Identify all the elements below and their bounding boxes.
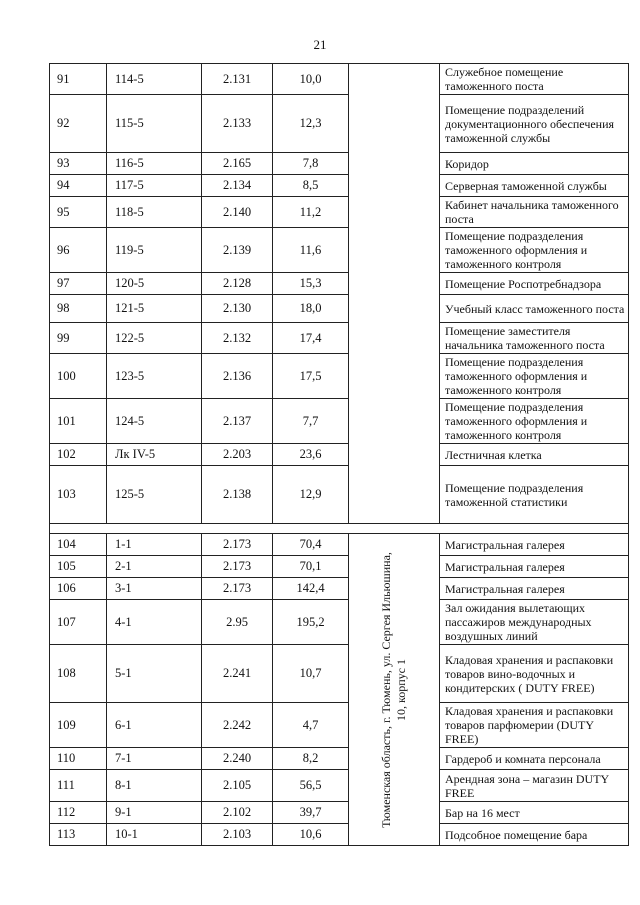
table-row <box>50 466 629 524</box>
room-code: 2.132 <box>202 323 273 354</box>
address-cell-empty <box>349 64 440 524</box>
table-row <box>50 399 629 444</box>
row-number: 97 <box>50 273 107 295</box>
table-row <box>50 295 629 323</box>
room-id: 120-5 <box>107 273 202 295</box>
room-description: Магистральная галерея <box>440 534 629 556</box>
room-area: 12,9 <box>273 466 349 524</box>
table-row <box>50 228 629 273</box>
room-id: 121-5 <box>107 295 202 323</box>
room-id: 8-1 <box>107 770 202 802</box>
room-area: 17,4 <box>273 323 349 354</box>
room-area: 142,4 <box>273 578 349 600</box>
room-code: 2.137 <box>202 399 273 444</box>
room-id: 7-1 <box>107 748 202 770</box>
row-number: 91 <box>50 64 107 95</box>
room-id: 115-5 <box>107 95 202 153</box>
row-number: 102 <box>50 444 107 466</box>
table-row <box>50 645 629 703</box>
row-number: 101 <box>50 399 107 444</box>
address-text: Тюменская область, г. Тюмень, ул. Сергея Ильюшина, 10, корпус 1 <box>379 551 408 828</box>
room-id: 117-5 <box>107 175 202 197</box>
room-id: 116-5 <box>107 153 202 175</box>
page-number: 21 <box>313 37 327 52</box>
row-number: 96 <box>50 228 107 273</box>
room-area: 7,7 <box>273 399 349 444</box>
room-description: Помещение подразделений документационного обеспечения таможенной службы <box>440 95 629 153</box>
room-description: Кладовая хранения и распаковки товаров парфюмерии (DUTY FREE) <box>440 703 629 748</box>
room-code: 2.165 <box>202 153 273 175</box>
row-number: 106 <box>50 578 107 600</box>
table-row <box>50 354 629 399</box>
room-area: 17,5 <box>273 354 349 399</box>
room-description: Служебное помещение таможенного поста <box>440 64 629 95</box>
room-id: 3-1 <box>107 578 202 600</box>
room-description: Магистральная галерея <box>440 578 629 600</box>
room-code: 2.138 <box>202 466 273 524</box>
room-id: 2-1 <box>107 556 202 578</box>
table-row <box>50 802 629 824</box>
room-code: 2.242 <box>202 703 273 748</box>
room-area: 15,3 <box>273 273 349 295</box>
row-number: 100 <box>50 354 107 399</box>
room-description: Коридор <box>440 153 629 175</box>
room-code: 2.134 <box>202 175 273 197</box>
table-row <box>50 534 629 556</box>
room-description: Помещение Роспотребнадзора <box>440 273 629 295</box>
table-row <box>50 153 629 175</box>
room-id: 5-1 <box>107 645 202 703</box>
room-area: 8,5 <box>273 175 349 197</box>
room-id: 6-1 <box>107 703 202 748</box>
room-code: 2.102 <box>202 802 273 824</box>
room-area: 10,7 <box>273 645 349 703</box>
room-description: Помещение подразделения таможенного оформления и таможенного контроля <box>440 228 629 273</box>
room-id: 4-1 <box>107 600 202 645</box>
table-row <box>50 556 629 578</box>
row-number: 95 <box>50 197 107 228</box>
row-number: 98 <box>50 295 107 323</box>
room-code: 2.105 <box>202 770 273 802</box>
row-number: 111 <box>50 770 107 802</box>
table-row <box>50 770 629 802</box>
row-number: 109 <box>50 703 107 748</box>
room-area: 195,2 <box>273 600 349 645</box>
room-code: 2.128 <box>202 273 273 295</box>
address-cell <box>349 534 440 846</box>
table-row <box>50 703 629 748</box>
table-row <box>50 95 629 153</box>
room-code: 2.240 <box>202 748 273 770</box>
room-area: 18,0 <box>273 295 349 323</box>
room-area: 56,5 <box>273 770 349 802</box>
room-id: 122-5 <box>107 323 202 354</box>
row-number: 113 <box>50 824 107 846</box>
room-area: 12,3 <box>273 95 349 153</box>
room-code: 2.203 <box>202 444 273 466</box>
room-description: Гардероб и комната персонала <box>440 748 629 770</box>
room-area: 11,6 <box>273 228 349 273</box>
room-description: Лестничная клетка <box>440 444 629 466</box>
table-row <box>50 748 629 770</box>
room-area: 11,2 <box>273 197 349 228</box>
table-row <box>50 323 629 354</box>
table-row <box>50 175 629 197</box>
section-gap-cell <box>50 524 629 534</box>
room-area: 10,6 <box>273 824 349 846</box>
row-number: 104 <box>50 534 107 556</box>
room-code: 2.130 <box>202 295 273 323</box>
room-id: 118-5 <box>107 197 202 228</box>
room-description: Бар на 16 мест <box>440 802 629 824</box>
room-code: 2.103 <box>202 824 273 846</box>
room-description: Серверная таможенной службы <box>440 175 629 197</box>
section-gap-row <box>50 524 629 534</box>
room-code: 2.139 <box>202 228 273 273</box>
table-row <box>50 600 629 645</box>
room-code: 2.173 <box>202 556 273 578</box>
row-number: 108 <box>50 645 107 703</box>
table-row <box>50 197 629 228</box>
row-number: 107 <box>50 600 107 645</box>
room-id: 124-5 <box>107 399 202 444</box>
room-area: 70,4 <box>273 534 349 556</box>
room-description: Арендная зона – магазин DUTY FREE <box>440 770 629 802</box>
room-code: 2.95 <box>202 600 273 645</box>
row-number: 105 <box>50 556 107 578</box>
room-code: 2.131 <box>202 64 273 95</box>
room-area: 23,6 <box>273 444 349 466</box>
room-code: 2.133 <box>202 95 273 153</box>
room-area: 70,1 <box>273 556 349 578</box>
room-code: 2.140 <box>202 197 273 228</box>
room-description: Помещение подразделения таможенного оформления и таможенного контроля <box>440 399 629 444</box>
room-code: 2.173 <box>202 578 273 600</box>
room-description: Кладовая хранения и распаковки товаров вино-водочных и кондитерских ( DUTY FREE) <box>440 645 629 703</box>
room-id: 114-5 <box>107 64 202 95</box>
room-description: Помещение заместителя начальника таможенного поста <box>440 323 629 354</box>
room-description: Помещение подразделения таможенного оформления и таможенного контроля <box>440 354 629 399</box>
room-area: 39,7 <box>273 802 349 824</box>
room-description: Зал ожидания вылетающих пассажиров международных воздушных линий <box>440 600 629 645</box>
room-area: 10,0 <box>273 64 349 95</box>
room-id: 1-1 <box>107 534 202 556</box>
table-row <box>50 444 629 466</box>
room-code: 2.173 <box>202 534 273 556</box>
room-id: 123-5 <box>107 354 202 399</box>
row-number: 93 <box>50 153 107 175</box>
room-code: 2.136 <box>202 354 273 399</box>
premises-table <box>49 63 629 846</box>
room-description: Учебный класс таможенного поста <box>440 295 629 323</box>
room-description: Помещение подразделения таможенной статистики <box>440 466 629 524</box>
row-number: 110 <box>50 748 107 770</box>
room-id: 9-1 <box>107 802 202 824</box>
room-id: 125-5 <box>107 466 202 524</box>
room-id: 10-1 <box>107 824 202 846</box>
room-code: 2.241 <box>202 645 273 703</box>
room-area: 4,7 <box>273 703 349 748</box>
room-id: 119-5 <box>107 228 202 273</box>
table-row <box>50 578 629 600</box>
table-row <box>50 273 629 295</box>
room-description: Кабинет начальника таможенного поста <box>440 197 629 228</box>
row-number: 92 <box>50 95 107 153</box>
room-description: Магистральная галерея <box>440 556 629 578</box>
room-id: Лк IV-5 <box>107 444 202 466</box>
row-number: 94 <box>50 175 107 197</box>
row-number: 103 <box>50 466 107 524</box>
table-row <box>50 64 629 95</box>
room-area: 8,2 <box>273 748 349 770</box>
row-number: 112 <box>50 802 107 824</box>
room-area: 7,8 <box>273 153 349 175</box>
row-number: 99 <box>50 323 107 354</box>
room-description: Подсобное помещение бара <box>440 824 629 846</box>
table-row <box>50 824 629 846</box>
